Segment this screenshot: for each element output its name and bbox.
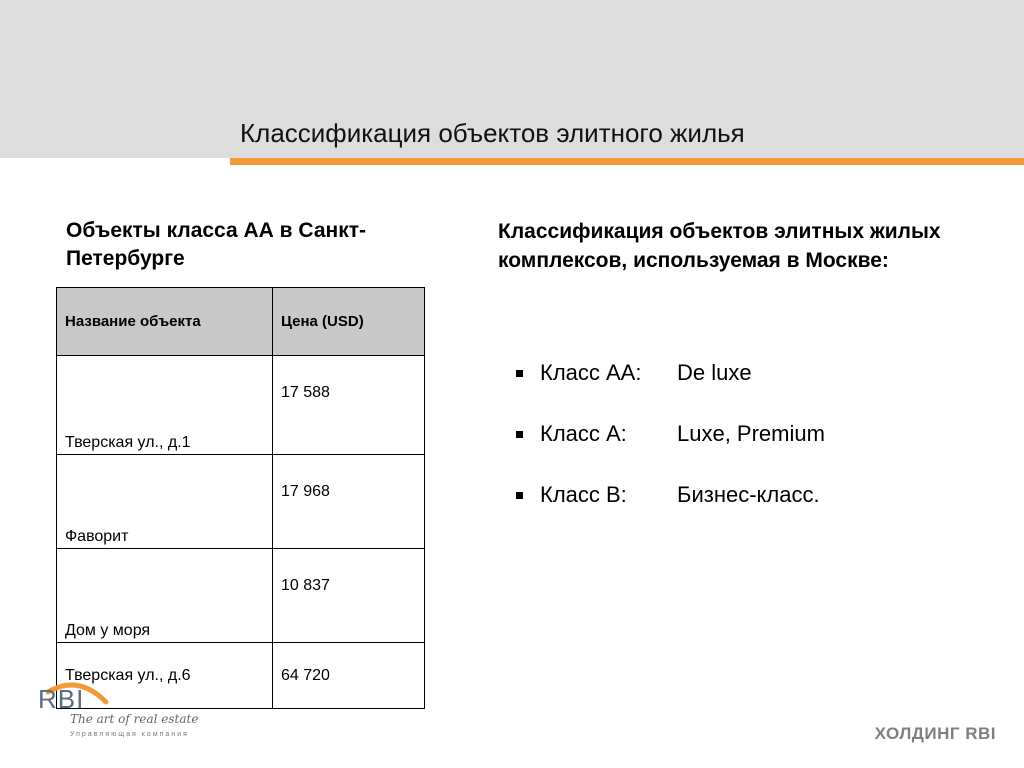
list-item <box>516 360 825 421</box>
logo-brand: RBI <box>38 684 85 714</box>
object-price-cell: 10 837 <box>273 549 425 643</box>
object-name-cell: Тверская ул., д.6 <box>57 643 273 709</box>
logo-tagline: The art of real estate <box>70 712 199 726</box>
column-header-name: Название объекта <box>57 288 273 356</box>
footer-brand: ХОЛДИНГ RBI <box>874 724 996 743</box>
class-label: Класс В: <box>540 482 627 507</box>
object-name-cell: Тверская ул., д.1 <box>57 356 273 455</box>
left-heading: Объекты класса АА в Санкт-Петербурге <box>66 219 366 270</box>
object-name-cell: Дом у моря <box>57 549 273 643</box>
right-heading: Классификация объектов элитных жилых комплексов, используемая в Москве: <box>498 220 941 272</box>
table-row <box>57 455 425 549</box>
class-value: De luxe <box>677 360 752 385</box>
rbi-logo <box>36 676 206 746</box>
class-list <box>516 360 825 543</box>
objects-table <box>56 287 425 709</box>
table-row <box>57 356 425 455</box>
square-bullet-icon <box>516 431 523 438</box>
square-bullet-icon <box>516 370 523 377</box>
list-item <box>516 421 825 482</box>
logo-subtitle: Управляющая компания <box>70 731 189 738</box>
class-value: Бизнес-класс. <box>677 482 820 507</box>
class-label: Класс А: <box>540 421 627 446</box>
class-value: Luxe, Premium <box>677 421 825 446</box>
object-name-cell: Фаворит <box>57 455 273 549</box>
page-title: Классификация объектов элитного жилья <box>240 118 745 148</box>
class-label: Класс АА: <box>540 360 642 385</box>
table-header-row <box>57 288 425 356</box>
accent-divider <box>230 158 1024 165</box>
column-header-price: Цена (USD) <box>273 288 425 356</box>
object-price-cell: 17 588 <box>273 356 425 455</box>
object-price-cell: 64 720 <box>273 643 425 709</box>
square-bullet-icon <box>516 492 523 499</box>
list-item <box>516 482 825 543</box>
object-price-cell: 17 968 <box>273 455 425 549</box>
table-row <box>57 549 425 643</box>
